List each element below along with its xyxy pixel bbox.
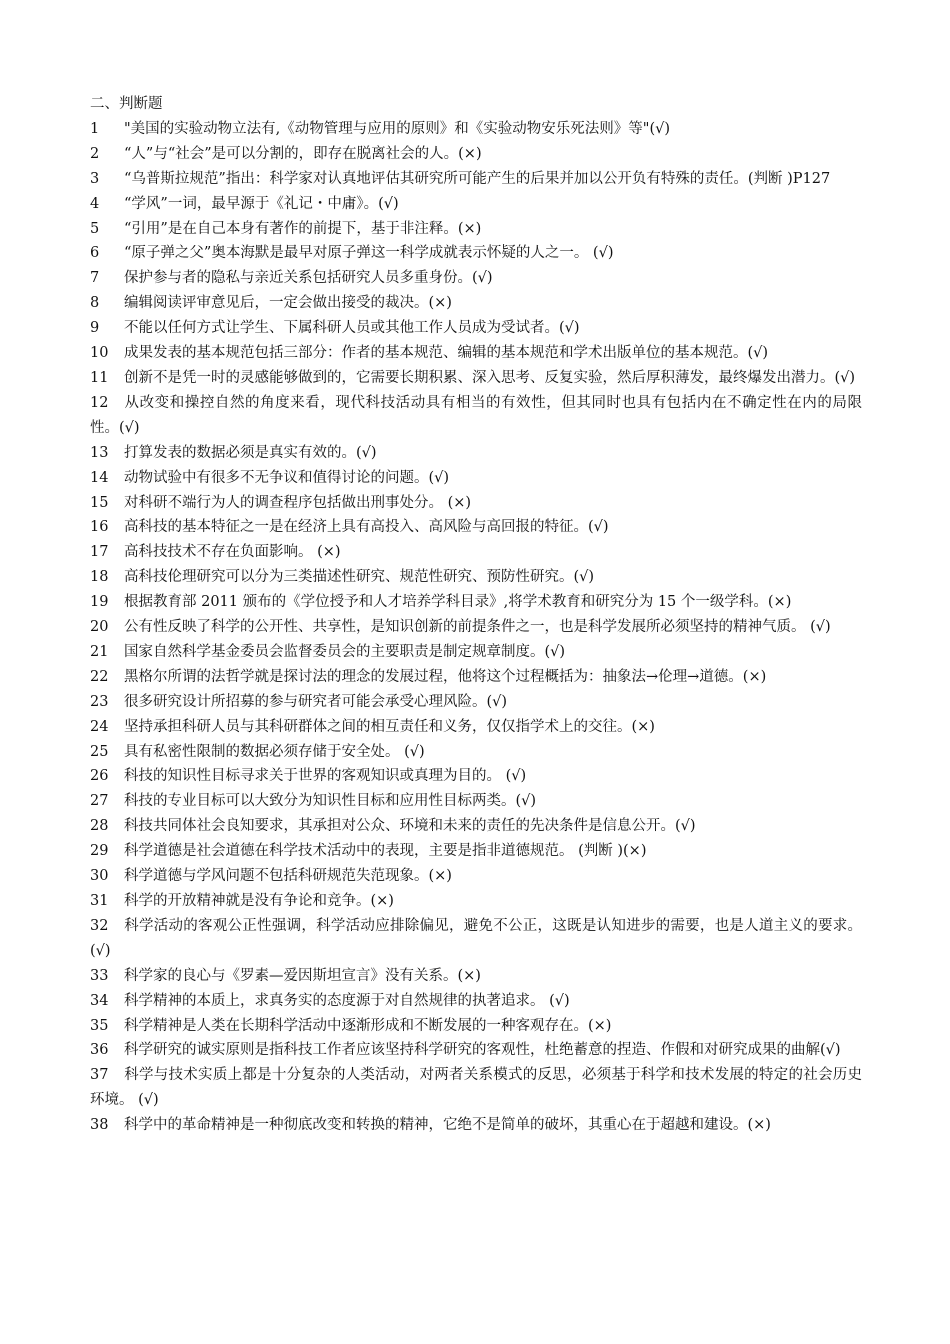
item-text: “原子弹之父”奥本海默是最早对原子弹这一科学成就表示怀疑的人之一。 (√) [124,245,614,262]
list-item [90,241,862,266]
item-number: 35 [90,1017,109,1034]
list-item [90,1038,862,1063]
list-item [90,989,862,1014]
list-item [90,715,862,740]
item-text: 编辑阅读评审意见后，一定会做出接受的裁决。(×) [124,295,452,312]
item-number: 28 [90,818,109,835]
item-text: 保护参与者的隐私与亲近关系包括研究人员多重身份。(√) [124,270,493,287]
item-text: 科学家的良心与《罗素—爱因斯坦宣言》没有关系。(×) [124,967,481,984]
item-text: 对科研不端行为人的调查程序包括做出刑事处分。 (×) [124,494,472,511]
item-number: 10 [90,345,109,362]
list-item [90,1113,862,1138]
item-text: 坚持承担科研人员与其科研群体之间的相互责任和义务，仅仅指学术上的交往。(×) [124,718,655,735]
list-item [90,740,862,765]
list-item [90,316,862,341]
item-number: 7 [90,270,100,287]
item-number: 23 [90,693,109,710]
item-number: 14 [90,469,109,486]
list-item [90,117,862,142]
item-number: 6 [90,245,100,262]
item-text: 国家自然科学基金委员会监督委员会的主要职责是制定规章制度。(√) [124,643,566,660]
item-text: 科学研究的诚实原则是指科技工作者应该坚持科学研究的客观性，杜绝蓄意的捏造、作假和对研究成果的曲解(√) [124,1042,841,1059]
list-item [90,217,862,242]
item-text: “人”与“社会”是可以分割的，即存在脱离社会的人。(×) [124,145,482,162]
list-item [90,192,862,217]
item-text: 很多研究设计所招募的参与研究者可能会承受心理风险。(√) [124,693,508,710]
list-item [90,540,862,565]
item-text: "美国的实验动物立法有,《动物管理与应用的原则》和《实验动物安乐死法则》等"(√) [124,120,670,137]
item-text: 科学活动的客观公正性强调，科学活动应排除偏见，避免不公正，这既是认知进步的需要，也是人道主义的要求。(√) [90,917,862,959]
item-text: 公有性反映了科学的公开性、共享性，是知识创新的前提条件之一，也是科学发展所必须坚持的精神气质。 (√) [124,619,831,636]
item-text: “乌普斯拉规范”指出：科学家对认真地评估其研究所可能产生的后果并加以公开负有特殊的责任。(判断 )P127 [124,170,831,187]
list-item [90,814,862,839]
item-text: 科学与技术实质上都是十分复杂的人类活动，对两者关系模式的反思，必须基于科学和技术发展的特定的社会历史环境。 (√) [90,1067,862,1109]
list-item [90,665,862,690]
item-number: 24 [90,718,109,735]
item-number: 12 [90,394,109,411]
list-item [90,291,862,316]
list-item [90,391,862,441]
list-item [90,789,862,814]
list-item [90,1014,862,1039]
list-item [90,142,862,167]
list-item [90,341,862,366]
item-number: 31 [90,893,109,909]
item-number: 22 [90,668,109,685]
item-number: 20 [90,619,109,636]
document-page [90,92,862,1138]
list-item [90,167,862,192]
item-number: 1 [90,120,100,137]
list-item [90,764,862,789]
item-number: 9 [90,320,100,337]
list-item [90,266,862,291]
item-text: 创新不是凭一时的灵感能够做到的，它需要长期积累、深入思考、反复实验，然后厚积薄发，最终爆发出潜力。(√) [124,369,856,386]
item-text: 高科技伦理研究可以分为三类描述性研究、规范性研究、预防性研究。(√) [124,569,595,586]
item-number: 15 [90,494,109,511]
item-number: 17 [90,544,109,561]
item-number: 2 [90,145,100,162]
item-number: 16 [90,519,109,536]
item-number: 26 [90,768,109,785]
list-item [90,441,862,466]
item-number: 11 [90,369,109,386]
item-number: 21 [90,643,109,660]
item-text: 根据教育部 2011 颁布的《学位授予和人才培养学科目录》,将学术教育和研究分为 15 个一级学科。(×) [124,594,792,611]
item-number: 19 [90,594,109,611]
item-number: 8 [90,295,100,312]
item-number: 34 [90,992,109,1009]
item-number: 36 [90,1042,109,1059]
list-item [90,889,862,914]
item-text: 科学的开放精神就是没有争论和竞争。(×) [124,893,394,909]
item-text: 高科技技术不存在负面影响。 (×) [124,544,341,561]
item-number: 5 [90,220,100,237]
item-number: 38 [90,1117,109,1134]
item-text: 高科技的基本特征之一是在经济上具有高投入、高风险与高回报的特征。(√) [124,519,609,536]
item-text: 科学精神是人类在长期科学活动中逐渐形成和不断发展的一种客观存在。(×) [124,1017,612,1034]
item-number: 4 [90,195,100,212]
item-number: 37 [90,1067,109,1084]
list-item [90,839,862,864]
item-number: 25 [90,743,109,760]
item-text: 成果发表的基本规范包括三部分：作者的基本规范、编辑的基本规范和学术出版单位的基本规范。(√) [124,345,769,362]
list-item [90,515,862,540]
list-item [90,640,862,665]
list-item [90,590,862,615]
item-text: 黑格尔所谓的法哲学就是探讨法的理念的发展过程，他将这个过程概括为：抽象法→伦理→道德。(×) [124,668,767,685]
item-number: 30 [90,868,109,885]
list-item [90,565,862,590]
item-text: 从改变和操控自然的角度来看，现代科技活动具有相当的有效性，但其同时也具有包括内在不确定性在内的局限性。(√) [90,394,862,436]
item-text: 科技的专业目标可以大致分为知识性目标和应用性目标两类。(√) [124,793,537,810]
item-text: 不能以任何方式让学生、下属科研人员或其他工作人员成为受试者。(√) [124,320,580,337]
item-text: 科学道德与学风问题不包括科研规范失范现象。(×) [124,868,452,885]
list-item [90,491,862,516]
item-text: 打算发表的数据必须是真实有效的。(√) [124,444,377,461]
item-number: 3 [90,170,100,187]
item-text: “引用”是在自己本身有著作的前提下，基于非注释。(×) [124,220,482,237]
item-number: 32 [90,917,109,934]
list-item [90,615,862,640]
item-number: 18 [90,569,109,586]
item-text: 科学中的革命精神是一种彻底改变和转换的精神，它绝不是简单的破坏，其重心在于超越和建设。(×) [124,1117,771,1134]
item-text: 具有私密性限制的数据必须存储于安全处。 (√) [124,743,425,760]
item-text: 科学道德是社会道德在科学技术活动中的表现，主要是指非道德规范。 (判断 )(×) [124,843,647,860]
item-text: 科学精神的本质上，求真务实的态度源于对自然规律的执著追求。 (√) [124,992,570,1009]
list-item [90,1063,862,1113]
item-number: 33 [90,967,109,984]
section-heading: 二、判断题 [90,96,163,112]
list-item [90,366,862,391]
question-list [90,117,862,1138]
item-text: 科技共同体社会良知要求，其承担对公众、环境和未来的责任的先决条件是信息公开。(√) [124,818,696,835]
list-item [90,964,862,989]
list-item [90,466,862,491]
item-number: 27 [90,793,109,810]
item-text: 动物试验中有很多不无争议和值得讨论的问题。(√) [124,469,450,486]
list-item [90,690,862,715]
item-text: 科技的知识性目标寻求关于世界的客观知识或真理为目的。 (√) [124,768,527,785]
item-number: 29 [90,843,109,860]
list-item [90,914,862,964]
list-item [90,864,862,889]
item-text: “学风”一词，最早源于《礼记・中庸》。(√) [124,195,399,212]
item-number: 13 [90,444,109,461]
